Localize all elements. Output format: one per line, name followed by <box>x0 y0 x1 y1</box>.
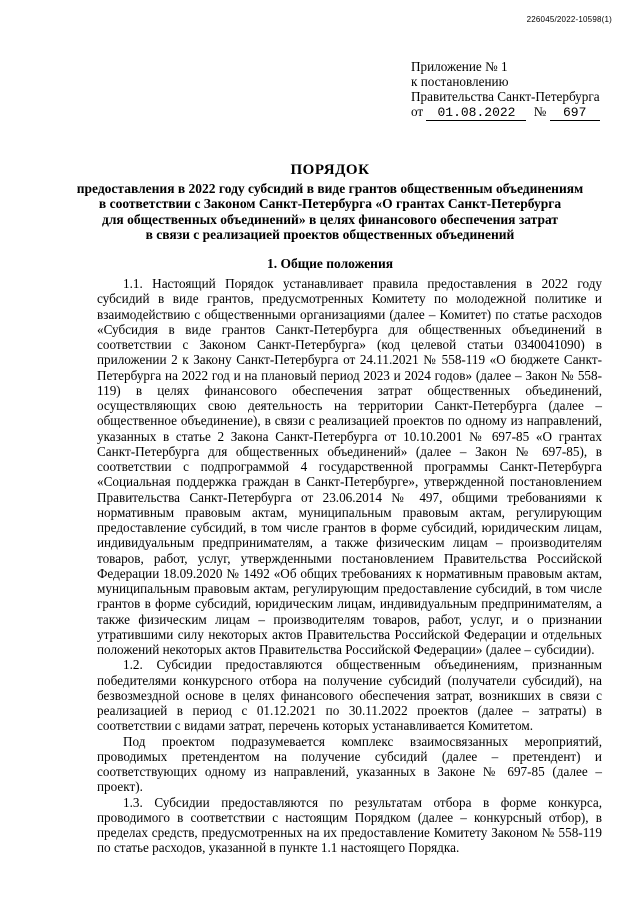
appendix-line-3: Правительства Санкт-Петербурга <box>411 89 600 104</box>
appendix-line-2: к постановлению <box>411 74 509 89</box>
section-heading: 1. Общие положения <box>266 256 394 271</box>
document-body <box>97 276 602 856</box>
paragraph-project: Под проектом подразумевается комплекс взаимосвязанных мероприятий, проводимых претендентом на получение субсидий (далее – претендент) и соответствующих одному из направлений, указанных в Законе № 697-85 (далее – проект). <box>97 733 602 795</box>
paragraph-1-1: 1.1. Настоящий Порядок устанавливает правила предоставления в 2022 году субсидий в виде грантов, предусмотренных Комитету по молодежной политике и взаимодействию с общественными организациями (далее – Комитет) по статье расходов «Субсидия в виде грантов Санкт-Петербурга для общественных объединений в соответствии с Законом Санкт-Петербурга» (код целевой статьи 0340041090) в приложении 2 к Закону Санкт-Петербурга от 24.11.2021 № 558-119 «О бюджете Санкт-Петербурга на 2022 год и на плановый период 2023 и 2024 годов» (далее – Закон № 558-119) в целях финансового обеспечения затрат общественных объединений, осуществляющих свою деятельность на территории Санкт-Петербурга (далее – общественное объединение), в связи с реализацией проектов по одному из направлений, указанных в статье 2 Закона Санкт-Петербурга от 10.10.2001 № 697-85 «О грантах Санкт-Петербурга для общественных объединений» (далее – Закон № 697-85), в соответствии с подпрограммой 4 государственной программы Санкт-Петербурга «Социальная поддержка граждан в Санкт-Петербурге», утвержденной постановлением Правительства Санкт-Петербурга от 23.06.2014 № 497, общими требованиями к нормативным правовым актам, муниципальным правовым актам, регулирующим предоставление субсидий, в том числе грантов в форме субсидий, юридическим лицам, индивидуальным предпринимателям, а также физическим лицам – производителям товаров, работ, услуг, утвержденными постановлением Правительства Российской Федерации 18.09.2020 № 1492 «Об общих требованиях к нормативным правовым актам, муниципальным правовым актам, регулирующим предоставление субсидий, в том числе грантов в форме субсидий, юридическим лицам, индивидуальным предпринимателям, а также физическим лицам – производителям товаров, работ, услуг, и о признании утратившими силу некоторых актов Правительства Российской Федерации и отдельных положений некоторых актов Правительства Российской Федерации» (далее – субсидии). <box>97 276 602 657</box>
title-line-2: в соответствии с Законом Санкт-Петербурга «О грантах Санкт-Петербурга <box>98 196 562 211</box>
title-line-3: для общественных объединений» в целях финансового обеспечения затрат <box>102 211 558 227</box>
appendix-header <box>411 59 600 121</box>
document-title <box>60 163 600 243</box>
appendix-line-1: Приложение № 1 <box>411 59 508 74</box>
title-main: ПОРЯДОК <box>290 162 370 178</box>
document-id: 226045/2022-10598(1) <box>526 15 612 24</box>
title-line-4: в связи с реализацией проектов общественных объединений <box>145 227 515 242</box>
paragraph-1-2: 1.2. Субсидии предоставляются общественным объединениям, признанным победителями конкурсного отбора на получение субсидий (получатели субсидий), на безвозмездной основе в целях финансового обеспечения затрат, возникших в связи с реализацией в период с 01.12.2021 по 30.11.2022 проектов (далее – затраты) в соответствии с видами затрат, перечень которых устанавливается Комитетом. <box>97 657 602 734</box>
date-prefix: от <box>411 104 424 119</box>
appendix-date-row <box>411 104 600 121</box>
decree-number: 697 <box>550 107 600 121</box>
number-prefix: № <box>533 104 547 119</box>
paragraph-1-3: 1.3. Субсидии предоставляются по результатам отбора в форме конкурса, проводимого в соответствии с настоящим Порядком (далее – конкурсный отбор), в пределах средств, предусмотренных на их предоставление Комитету Законом № 558-119 по статье расходов, указанной в пункте 1.1 настоящего Порядка. <box>97 794 602 856</box>
title-line-1: предоставления в 2022 году субсидий в виде грантов общественным объединениям <box>76 180 584 196</box>
decree-date: 01.08.2022 <box>426 107 526 121</box>
